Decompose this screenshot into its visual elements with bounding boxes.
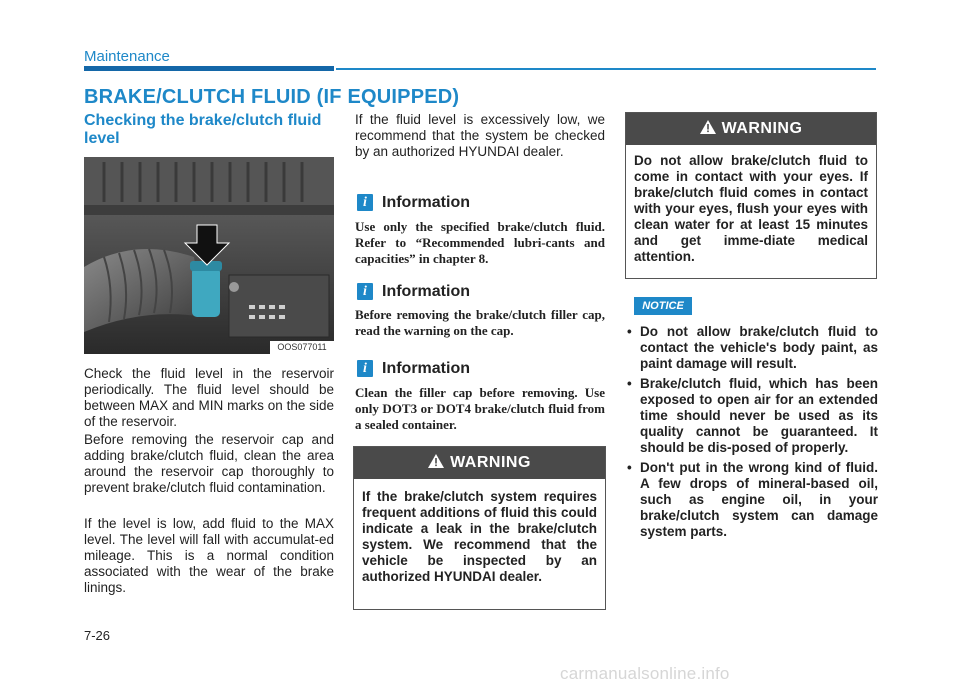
warning-title: WARNING <box>721 120 803 137</box>
page-number: 7-26 <box>84 628 111 643</box>
list-item-text: Don't put in the wrong kind of fluid. A few drops of mineral-based oil, such as engine oil, in your brake/clutch system can damage system parts. <box>640 460 878 539</box>
page-title: BRAKE/CLUTCH FLUID (IF EQUIPPED) <box>84 86 460 108</box>
list-item: • Do not allow brake/clutch fluid to contact the vehicle's body paint, as paint damage will result. <box>627 324 878 371</box>
info-icon: i <box>357 360 373 377</box>
body-paragraph: If the fluid level is excessively low, we recommend that the system be checked by an authorized HYUNDAI dealer. <box>355 112 605 159</box>
warning-triangle-icon <box>700 120 716 134</box>
header-rule-dark <box>84 66 334 71</box>
list-item: • Don't put in the wrong kind of fluid. A few drops of mineral-based oil, such as engine oil, in your brake/clutch system can damage system parts. <box>627 460 878 539</box>
warning-box <box>625 112 877 279</box>
warning-box <box>353 446 606 610</box>
info-title: Information <box>382 360 470 377</box>
info-text: Before removing the brake/clutch filler cap, read the warning on the cap. <box>355 307 605 338</box>
info-icon: i <box>357 283 373 300</box>
list-item: • Brake/clutch fluid, which has been exposed to open air for an extended time should never be used as its quality cannot be guaranteed. It should be dis-posed of properly. <box>627 376 878 455</box>
info-text: Clean the filler cap before removing. Use only DOT3 or DOT4 brake/clutch fluid from a sealed container. <box>355 385 605 432</box>
info-title: Information <box>382 283 470 300</box>
photo-caption: OOS077011 <box>270 341 334 354</box>
notice-badge: NOTICE <box>634 297 692 315</box>
section-label: Maintenance <box>84 48 170 65</box>
warning-header <box>626 113 876 145</box>
info-icon: i <box>357 194 373 211</box>
warning-header <box>354 447 605 479</box>
engine-bay-photo <box>84 157 334 354</box>
warning-triangle-icon <box>428 454 444 468</box>
body-paragraph: Before removing the reservoir cap and adding brake/clutch fluid, clean the area around the reservoir cap thoroughly to prevent brake/clutch fluid contamination. <box>84 432 334 495</box>
header-rule-light <box>336 68 876 70</box>
info-text: Use only the specified brake/clutch fluid. Refer to “Recommended lubri-cants and capacities” in chapter 8. <box>355 219 605 266</box>
list-item-text: Do not allow brake/clutch fluid to contact the vehicle's body paint, as paint damage will result. <box>640 324 878 371</box>
section-subheading: Checking the brake/clutch fluid level <box>84 112 322 147</box>
body-paragraph: Check the fluid level in the reservoir periodically. The fluid level should be between MAX and MIN marks on the side of the reservoir. <box>84 366 334 429</box>
notice-list <box>626 324 878 544</box>
list-item-text: Brake/clutch fluid, which has been exposed to open air for an extended time should never be used as its quality cannot be guaranteed. It should be dis-posed of properly. <box>640 376 878 455</box>
body-paragraph: If the level is low, add fluid to the MAX level. The level will fall with accumulat-ed mileage. This is a normal condition associated with the wear of the brake linings. <box>84 516 334 595</box>
warning-title: WARNING <box>450 454 531 471</box>
info-title: Information <box>382 194 470 211</box>
warning-text: Do not allow brake/clutch fluid to come in contact with your eyes. If brake/clutch fluid comes in contact with your eyes, flush your eyes with clean water for at least 15 minutes and get imme-diate medical attention. <box>634 153 868 264</box>
watermark-url: carmanualsonline.info <box>560 664 730 683</box>
warning-text: If the brake/clutch system requires frequent additions of fluid this could indicate a leak in the brake/clutch system. We recommend that the vehicle be inspected by an authorized HYUNDAI dealer. <box>362 489 597 584</box>
